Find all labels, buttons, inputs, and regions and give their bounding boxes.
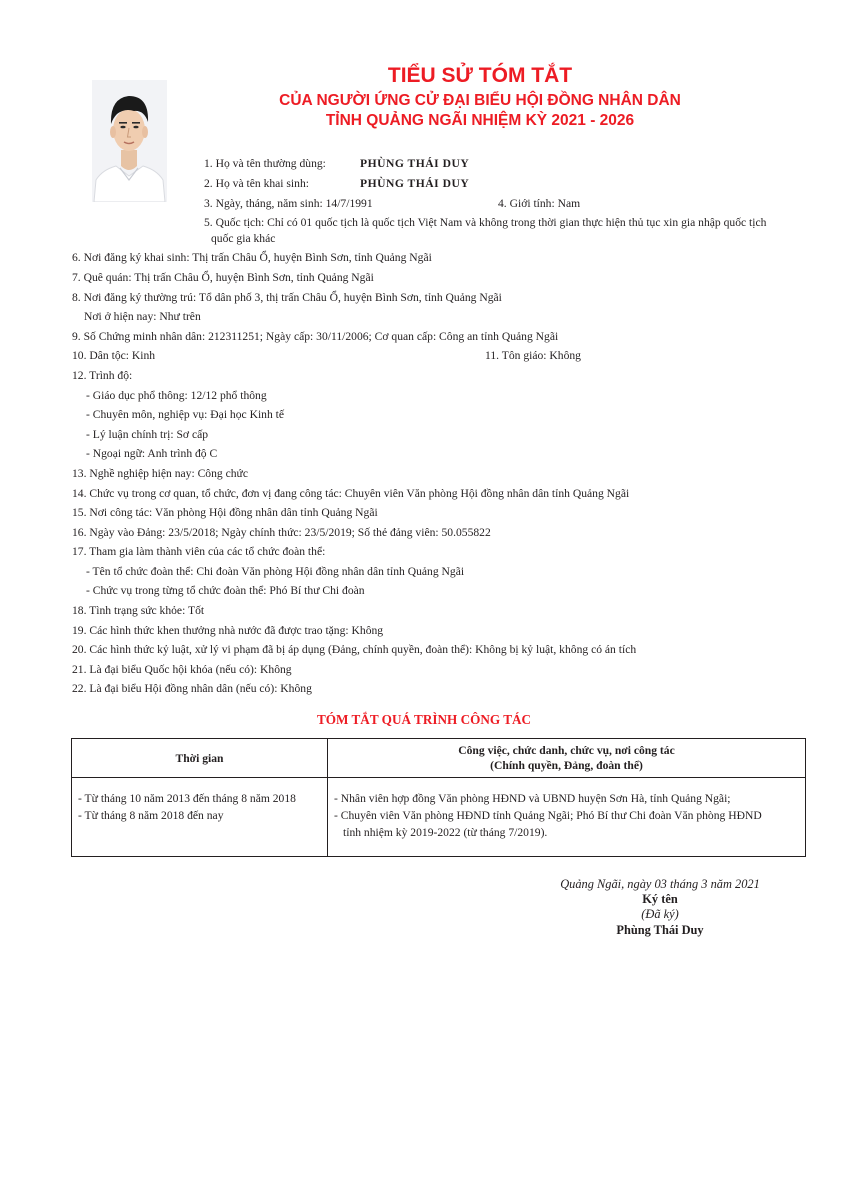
field-permanent-residence: 8. Nơi đăng ký thường trú: Tổ dân phố 3, thị trấn Châu Ổ, huyện Bình Sơn, tỉnh Quảng Ngãi bbox=[72, 291, 502, 304]
document-subtitle-term: TỈNH QUẢNG NGÃI NHIỆM KỲ 2021 - 2026 bbox=[325, 112, 635, 129]
field-occupation: 13. Nghề nghiệp hiện nay: Công chức bbox=[72, 467, 248, 480]
field-position: 14. Chức vụ trong cơ quan, tổ chức, đơn vị đang công tác: Chuyên viên Văn phòng Hội đồng nhân dân tỉnh Quảng Ngãi bbox=[72, 487, 630, 500]
field-birth-name-value: PHÙNG THÁI DUY bbox=[360, 177, 470, 190]
field-birth-name-label: 2. Họ và tên khai sinh: bbox=[204, 177, 309, 190]
column-header-job: Công việc, chức danh, chức vụ, nơi công tác (Chính quyền, Đảng, đoàn thể) bbox=[328, 739, 806, 778]
work-history-title: TÓM TẮT QUÁ TRÌNH CÔNG TÁC bbox=[316, 712, 532, 727]
signature-name: Phùng Thái Duy bbox=[616, 923, 704, 937]
field-party-membership: 16. Ngày vào Đảng: 23/5/2018; Ngày chính thức: 23/5/2019; Số thẻ đảng viên: 50.055822 bbox=[72, 526, 491, 539]
column-header-time: Thời gian bbox=[72, 739, 328, 778]
time-period-1: - Từ tháng 10 năm 2013 đến tháng 8 năm 2018 bbox=[78, 792, 296, 805]
field-date-of-birth: 3. Ngày, tháng, năm sinh: 14/7/1991 bbox=[204, 197, 373, 210]
field-nationality: 5. Quốc tịch: Chỉ có 01 quốc tịch là quốc tịch Việt Nam và không trong thời gian thực hiện thủ tục xin gia nhập quốc tịch bbox=[204, 216, 767, 229]
field-education-heading: 12. Trình độ: bbox=[72, 369, 133, 382]
field-hometown: 7. Quê quán: Thị trấn Châu Ổ, huyện Bình Sơn, tỉnh Quảng Ngãi bbox=[72, 271, 374, 284]
field-common-name-label: 1. Họ và tên thường dùng: bbox=[204, 157, 326, 170]
field-awards: 19. Các hình thức khen thưởng nhà nước đã được trao tặng: Không bbox=[72, 624, 384, 637]
field-organization-name: - Tên tổ chức đoàn thể: Chi đoàn Văn phòng Hội đồng nhân dân tỉnh Quảng Ngãi bbox=[86, 565, 465, 578]
field-current-residence: Nơi ở hiện nay: Như trên bbox=[84, 310, 201, 323]
field-foreign-language: - Ngoại ngữ: Anh trình độ C bbox=[86, 447, 218, 460]
job-entry-2: - Chuyên viên Văn phòng HĐND tỉnh Quảng Ngãi; Phó Bí thư Chi đoàn Văn phòng HĐND bbox=[334, 809, 762, 822]
field-organizations-heading: 17. Tham gia làm thành viên của các tổ chức đoàn thể: bbox=[72, 545, 326, 558]
field-professional-qualification: - Chuyên môn, nghiệp vụ: Đại học Kinh tế bbox=[86, 408, 285, 421]
field-organization-role: - Chức vụ trong từng tổ chức đoàn thể: Phó Bí thư Chi đoàn bbox=[86, 584, 365, 597]
field-gender: 4. Giới tính: Nam bbox=[498, 197, 581, 210]
field-ethnicity: 10. Dân tộc: Kinh bbox=[72, 349, 156, 362]
job-entry-2-cont: tỉnh nhiệm kỳ 2019-2022 (từ tháng 7/2019). bbox=[343, 826, 548, 839]
time-period-2: - Từ tháng 8 năm 2018 đến nay bbox=[78, 809, 224, 822]
field-general-education: - Giáo dục phổ thông: 12/12 phổ thông bbox=[86, 389, 267, 402]
field-political-theory: - Lý luận chính trị: Sơ cấp bbox=[86, 428, 209, 441]
job-entry-1: - Nhân viên hợp đồng Văn phòng HĐND và UBND huyện Sơn Hà, tỉnh Quảng Ngãi; bbox=[334, 792, 731, 805]
candidate-photo bbox=[92, 80, 167, 202]
document-subtitle: CỦA NGƯỜI ỨNG CỬ ĐẠI BIỂU HỘI ĐỒNG NHÂN DÂN bbox=[279, 92, 681, 109]
field-health: 18. Tình trạng sức khỏe: Tốt bbox=[72, 604, 205, 617]
field-birth-registration: 6. Nơi đăng ký khai sinh: Thị trấn Châu Ổ, huyện Bình Sơn, tỉnh Quảng Ngãi bbox=[72, 251, 432, 264]
field-discipline: 20. Các hình thức kỷ luật, xử lý vi phạm đã bị áp dụng (Đảng, chính quyền, đoàn thể): Không bị kỷ luật, không có án tích bbox=[72, 643, 637, 656]
signature-place-date: Quảng Ngãi, ngày 03 tháng 3 năm 2021 bbox=[560, 877, 760, 891]
field-workplace: 15. Nơi công tác: Văn phòng Hội đồng nhân dân tỉnh Quảng Ngãi bbox=[72, 506, 378, 519]
field-nationality-cont: quốc gia khác bbox=[211, 232, 276, 245]
field-peoples-council: 22. Là đại biểu Hội đồng nhân dân (nếu có): Không bbox=[72, 682, 312, 695]
document-title: TIỂU SỬ TÓM TẮT bbox=[387, 64, 573, 87]
field-national-assembly: 21. Là đại biểu Quốc hội khóa (nếu có): Không bbox=[72, 663, 292, 676]
work-history-table bbox=[71, 738, 806, 857]
table-row bbox=[72, 778, 806, 857]
field-id-card: 9. Số Chứng minh nhân dân: 212311251; Ngày cấp: 30/11/2006; Cơ quan cấp: Công an tỉnh Quảng Ngãi bbox=[72, 330, 559, 343]
field-common-name-value: PHÙNG THÁI DUY bbox=[360, 157, 470, 170]
field-religion: 11. Tôn giáo: Không bbox=[485, 349, 581, 362]
signature-label: Ký tên bbox=[642, 892, 678, 906]
signature-signed-note: (Đã ký) bbox=[641, 907, 679, 921]
